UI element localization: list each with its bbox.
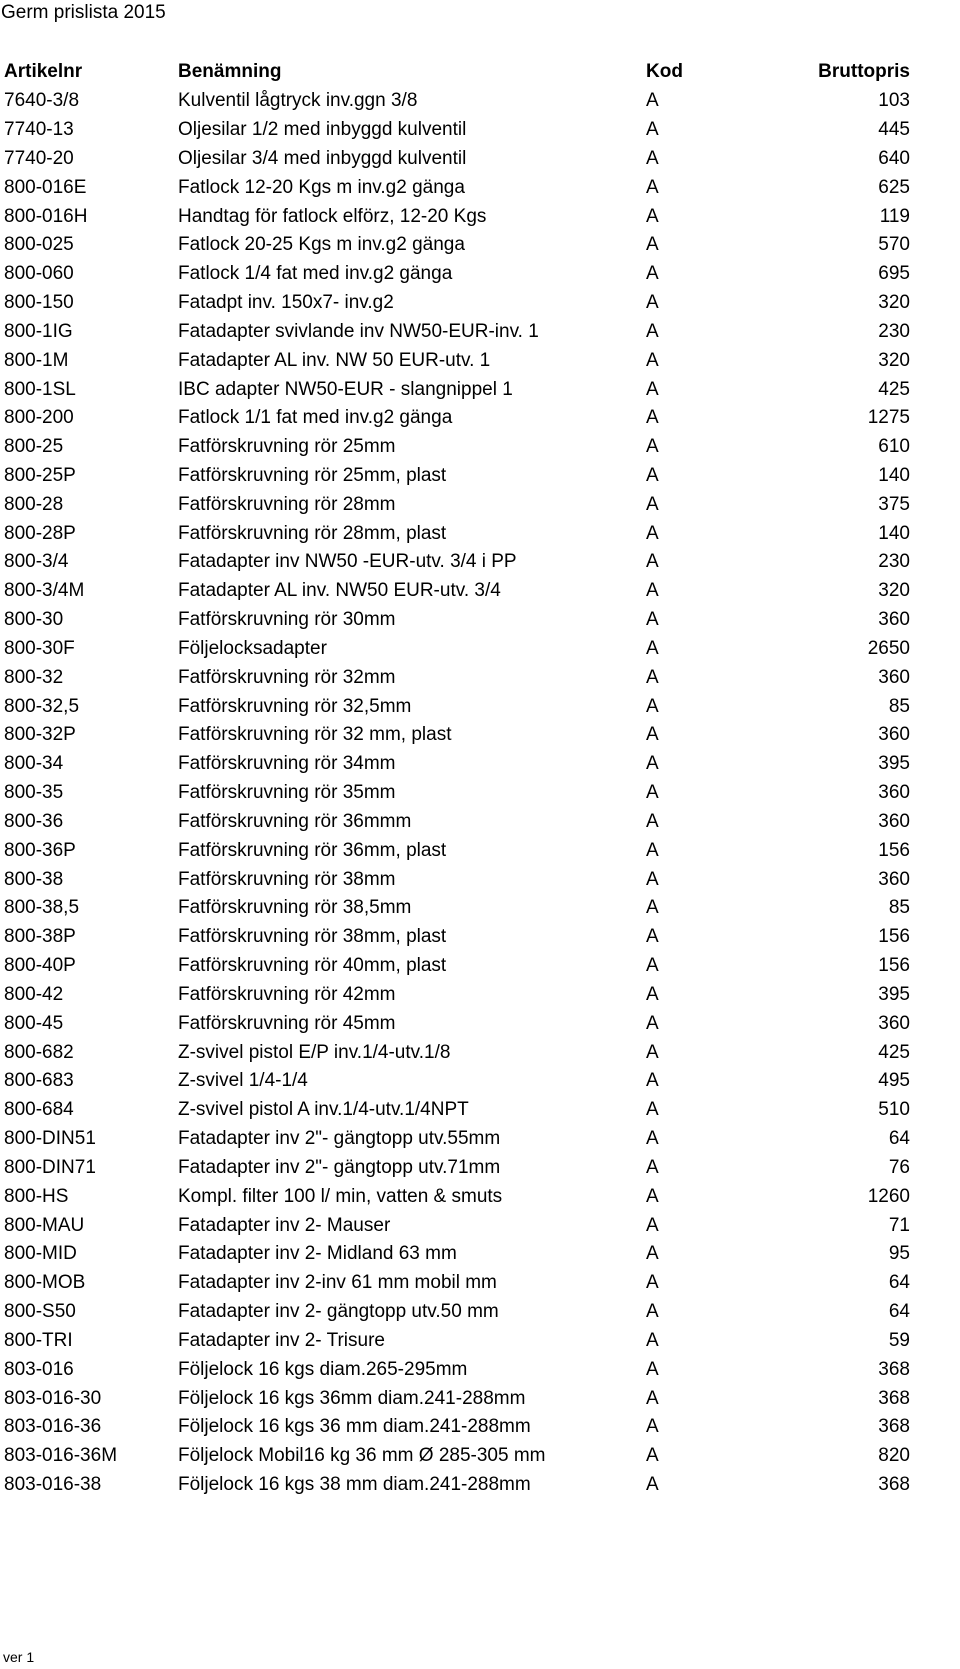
cell-kod: A — [646, 1358, 659, 1380]
cell-artikelnr: 800-25 — [4, 436, 64, 458]
cell-kod: A — [646, 1445, 659, 1467]
cell-bruttopris: 64 — [888, 1272, 910, 1294]
table-row — [0, 981, 910, 1010]
cell-bruttopris: 95 — [888, 1243, 910, 1265]
cell-benamning: Kulventil lågtryck inv.ggn 3/8 — [178, 90, 418, 112]
table-row — [0, 1442, 910, 1471]
cell-bruttopris: 156 — [878, 955, 910, 977]
cell-bruttopris: 156 — [878, 839, 910, 861]
cell-benamning: Följelock 16 kgs diam.265-295mm — [178, 1358, 468, 1380]
table-body — [0, 87, 910, 1500]
cell-benamning: Oljesilar 3/4 med inbyggd kulventil — [178, 147, 467, 169]
table-row — [0, 462, 910, 491]
cell-kod: A — [646, 147, 659, 169]
cell-kod: A — [646, 119, 659, 141]
cell-artikelnr: 800-DIN71 — [4, 1156, 96, 1178]
cell-bruttopris: 85 — [888, 695, 910, 717]
table-row — [0, 317, 910, 346]
cell-bruttopris: 59 — [888, 1329, 910, 1351]
cell-artikelnr: 800-684 — [4, 1099, 74, 1121]
cell-kod: A — [646, 234, 659, 256]
cell-artikelnr: 800-DIN51 — [4, 1128, 96, 1150]
cell-benamning: Fatförskruvning rör 38mm — [178, 868, 396, 890]
cell-bruttopris: 103 — [878, 90, 910, 112]
cell-kod: A — [646, 1387, 659, 1409]
cell-kod: A — [646, 349, 659, 371]
cell-artikelnr: 800-38,5 — [4, 897, 80, 919]
cell-artikelnr: 800-35 — [4, 782, 64, 804]
cell-bruttopris: 510 — [878, 1099, 910, 1121]
cell-benamning: Fatadapter AL inv. NW50 EUR-utv. 3/4 — [178, 580, 501, 602]
cell-bruttopris: 119 — [879, 205, 910, 227]
cell-benamning: Fatförskruvning rör 36mmm — [178, 810, 412, 832]
cell-artikelnr: 800-HS — [4, 1185, 69, 1207]
cell-bruttopris: 230 — [878, 320, 910, 342]
cell-artikelnr: 800-200 — [4, 407, 74, 429]
cell-artikelnr: 803-016-36 — [4, 1416, 102, 1438]
version-label: ver 1 — [3, 1649, 35, 1665]
cell-kod: A — [646, 637, 659, 659]
document-title: Germ prislista 2015 — [1, 2, 166, 23]
cell-kod: A — [646, 176, 659, 198]
cell-bruttopris: 156 — [878, 926, 910, 948]
table-row — [0, 692, 910, 721]
table-row — [0, 519, 910, 548]
cell-bruttopris: 395 — [878, 983, 910, 1005]
cell-bruttopris: 625 — [878, 176, 910, 198]
cell-artikelnr: 7640-3/8 — [4, 90, 80, 112]
cell-bruttopris: 368 — [878, 1358, 910, 1380]
cell-benamning: Handtag för fatlock elförz, 12-20 Kgs — [178, 205, 487, 227]
cell-bruttopris: 360 — [878, 810, 910, 832]
cell-bruttopris: 1275 — [867, 407, 910, 429]
table-row — [0, 87, 910, 116]
cell-artikelnr: 803-016-36M — [4, 1445, 118, 1467]
header-row — [0, 58, 910, 87]
cell-bruttopris: 570 — [878, 234, 910, 256]
cell-bruttopris: 230 — [878, 551, 910, 573]
cell-bruttopris: 360 — [878, 782, 910, 804]
cell-kod: A — [646, 90, 659, 112]
table-row — [0, 894, 910, 923]
table-row — [0, 1326, 910, 1355]
cell-benamning: Fatförskruvning rör 34mm — [178, 753, 396, 775]
cell-bruttopris: 820 — [878, 1445, 910, 1467]
cell-artikelnr: 800-36P — [4, 839, 76, 861]
cell-kod: A — [646, 926, 659, 948]
cell-bruttopris: 640 — [878, 147, 910, 169]
table-row — [0, 144, 910, 173]
cell-artikelnr: 800-3/4M — [4, 580, 85, 602]
cell-benamning: Följelock 16 kgs 36mm diam.241-288mm — [178, 1387, 526, 1409]
cell-bruttopris: 368 — [878, 1416, 910, 1438]
cell-benamning: Fatadapter inv NW50 -EUR-utv. 3/4 i PP — [178, 551, 517, 573]
cell-bruttopris: 368 — [878, 1473, 910, 1495]
cell-artikelnr: 800-3/4 — [4, 551, 69, 573]
cell-kod: A — [646, 580, 659, 602]
cell-benamning: Fatförskruvning rör 28mm, plast — [178, 522, 447, 544]
cell-kod: A — [646, 465, 659, 486]
table-row — [0, 1153, 910, 1182]
cell-bruttopris: 375 — [878, 493, 910, 515]
table-row — [0, 779, 910, 808]
cell-kod: A — [646, 1416, 659, 1438]
cell-bruttopris: 495 — [878, 1070, 910, 1092]
cell-artikelnr: 800-S50 — [4, 1301, 76, 1323]
cell-kod: A — [646, 1012, 659, 1034]
table-row — [0, 231, 910, 260]
cell-kod: A — [646, 493, 659, 515]
table-row — [0, 606, 910, 635]
cell-artikelnr: 800-1M — [4, 349, 69, 371]
cell-kod: A — [646, 810, 659, 832]
cell-benamning: Fatförskruvning rör 25mm — [178, 436, 396, 458]
table-row — [0, 375, 910, 404]
cell-bruttopris: 360 — [878, 868, 910, 890]
cell-benamning: Fatförskruvning rör 32mm — [178, 666, 396, 688]
table-row — [0, 346, 910, 375]
table-row — [0, 1384, 910, 1413]
cell-benamning: Z-svivel 1/4-1/4 — [178, 1070, 308, 1092]
cell-bruttopris: 360 — [878, 724, 910, 746]
cell-benamning: Fatadapter svivlande inv NW50-EUR-inv. 1 — [178, 320, 539, 342]
cell-bruttopris: 64 — [888, 1301, 910, 1323]
cell-benamning: Fatlock 12-20 Kgs m inv.g2 gänga — [178, 176, 465, 198]
cell-kod: A — [646, 782, 659, 804]
cell-benamning: Fatadapter inv 2"- gängtopp utv.55mm — [178, 1128, 501, 1150]
cell-benamning: IBC adapter NW50-EUR - slangnippel 1 — [178, 378, 513, 400]
cell-kod: A — [646, 292, 659, 314]
cell-kod: A — [646, 1070, 659, 1092]
cell-bruttopris: 360 — [878, 1012, 910, 1034]
cell-artikelnr: 803-016-38 — [4, 1473, 102, 1495]
cell-artikelnr: 800-MAU — [4, 1214, 85, 1236]
table-row — [0, 663, 910, 692]
cell-bruttopris: 64 — [888, 1128, 910, 1150]
cell-benamning: Fatförskruvning rör 45mm — [178, 1012, 396, 1034]
cell-bruttopris: 1260 — [867, 1185, 910, 1207]
cell-kod: A — [646, 263, 659, 285]
table-row — [0, 173, 910, 202]
table-row — [0, 433, 910, 462]
table-row — [0, 1038, 910, 1067]
table-row — [0, 1096, 910, 1125]
cell-artikelnr: 800-025 — [4, 234, 74, 256]
cell-kod: A — [646, 983, 659, 1005]
table-row — [0, 116, 910, 145]
cell-artikelnr: 800-683 — [4, 1070, 74, 1092]
cell-bruttopris: 320 — [878, 580, 910, 602]
table-row — [0, 952, 910, 981]
price-table — [0, 58, 910, 1499]
cell-kod: A — [646, 1214, 659, 1236]
cell-benamning: Z-svivel pistol A inv.1/4-utv.1/4NPT — [178, 1099, 469, 1121]
cell-artikelnr: 800-36 — [4, 810, 64, 832]
cell-benamning: Fatförskruvning rör 40mm, plast — [178, 955, 447, 977]
cell-bruttopris: 425 — [878, 1041, 910, 1063]
table-row — [0, 750, 910, 779]
table-row — [0, 1009, 910, 1038]
cell-artikelnr: 800-150 — [4, 292, 74, 314]
column-header-benamning: Benämning — [178, 61, 282, 83]
cell-artikelnr: 800-34 — [4, 753, 64, 775]
cell-artikelnr: 800-016H — [4, 205, 88, 227]
cell-benamning: Fatadapter inv 2-inv 61 mm mobil mm — [178, 1272, 497, 1294]
cell-artikelnr: 800-45 — [4, 1012, 64, 1034]
cell-artikelnr: 7740-20 — [4, 147, 74, 169]
cell-kod: A — [646, 724, 659, 746]
cell-bruttopris: 610 — [878, 436, 910, 458]
cell-benamning: Fatförskruvning rör 25mm, plast — [178, 465, 447, 486]
cell-benamning: Fatförskruvning rör 30mm — [178, 609, 396, 631]
cell-benamning: Följelock 16 kgs 36 mm diam.241-288mm — [178, 1416, 531, 1438]
cell-benamning: Kompl. filter 100 l/ min, vatten & smuts — [178, 1185, 503, 1207]
cell-kod: A — [646, 378, 659, 400]
cell-benamning: Oljesilar 1/2 med inbyggd kulventil — [178, 119, 467, 141]
cell-benamning: Fatförskruvning rör 35mm — [178, 782, 396, 804]
cell-benamning: Fatförskruvning rör 28mm — [178, 493, 396, 515]
table-row — [0, 808, 910, 837]
cell-kod: A — [646, 839, 659, 861]
cell-kod: A — [646, 1156, 659, 1178]
cell-benamning: Fatförskruvning rör 32 mm, plast — [178, 724, 452, 746]
cell-benamning: Fatförskruvning rör 38mm, plast — [178, 926, 447, 948]
table-row — [0, 1182, 910, 1211]
cell-benamning: Fatförskruvning rör 38,5mm — [178, 897, 412, 919]
cell-kod: A — [646, 320, 659, 342]
cell-benamning: Fatadapter inv 2- Midland 63 mm — [178, 1243, 457, 1265]
table-row — [0, 1355, 910, 1384]
cell-kod: A — [646, 753, 659, 775]
cell-bruttopris: 395 — [878, 753, 910, 775]
cell-kod: A — [646, 1099, 659, 1121]
column-header-bruttopris: Bruttopris — [818, 61, 910, 83]
cell-bruttopris: 85 — [888, 897, 910, 919]
cell-artikelnr: 800-38 — [4, 868, 64, 890]
cell-artikelnr: 7740-13 — [4, 119, 74, 141]
table-row — [0, 1240, 910, 1269]
cell-benamning: Fatadapter inv 2- Trisure — [178, 1329, 385, 1351]
cell-benamning: Z-svivel pistol E/P inv.1/4-utv.1/8 — [178, 1041, 451, 1063]
cell-kod: A — [646, 1128, 659, 1150]
cell-kod: A — [646, 1185, 659, 1207]
cell-benamning: Fatlock 1/1 fat med inv.g2 gänga — [178, 407, 453, 429]
table-row — [0, 836, 910, 865]
cell-artikelnr: 800-32P — [4, 724, 76, 746]
cell-artikelnr: 800-38P — [4, 926, 76, 948]
cell-artikelnr: 800-1SL — [4, 378, 76, 400]
table-header — [0, 58, 910, 87]
cell-bruttopris: 140 — [878, 465, 910, 486]
table-row — [0, 260, 910, 289]
cell-benamning: Följelock 16 kgs 38 mm diam.241-288mm — [178, 1473, 531, 1495]
table-row — [0, 1125, 910, 1154]
table-row — [0, 865, 910, 894]
cell-kod: A — [646, 551, 659, 573]
cell-kod: A — [646, 1041, 659, 1063]
table-row — [0, 1211, 910, 1240]
table-row — [0, 1298, 910, 1327]
column-header-artikelnr: Artikelnr — [4, 61, 83, 83]
cell-kod: A — [646, 666, 659, 688]
cell-artikelnr: 800-42 — [4, 983, 64, 1005]
cell-benamning: Fatlock 20-25 Kgs m inv.g2 gänga — [178, 234, 465, 256]
table-row — [0, 635, 910, 664]
table-row — [0, 721, 910, 750]
table-row — [0, 404, 910, 433]
cell-kod: A — [646, 695, 659, 717]
cell-bruttopris: 695 — [878, 263, 910, 285]
cell-benamning: Följelocksadapter — [178, 637, 327, 659]
table-row — [0, 202, 910, 231]
table-row — [0, 577, 910, 606]
cell-bruttopris: 320 — [878, 292, 910, 314]
cell-artikelnr: 800-28 — [4, 493, 64, 515]
cell-kod: A — [646, 1301, 659, 1323]
cell-kod: A — [646, 436, 659, 458]
cell-artikelnr: 800-25P — [4, 465, 76, 486]
cell-kod: A — [646, 1272, 659, 1294]
cell-benamning: Fatadpt inv. 150x7- inv.g2 — [178, 292, 394, 314]
cell-artikelnr: 800-TRI — [4, 1329, 73, 1351]
cell-bruttopris: 368 — [878, 1387, 910, 1409]
cell-artikelnr: 800-32,5 — [4, 695, 80, 717]
cell-artikelnr: 800-28P — [4, 522, 76, 544]
cell-benamning: Fatadapter inv 2- gängtopp utv.50 mm — [178, 1301, 499, 1323]
cell-bruttopris: 76 — [888, 1156, 910, 1178]
table-row — [0, 1413, 910, 1442]
cell-artikelnr: 800-1IG — [4, 320, 73, 342]
cell-bruttopris: 360 — [878, 609, 910, 631]
cell-artikelnr: 800-40P — [4, 955, 76, 977]
table-row — [0, 1471, 910, 1500]
cell-artikelnr: 800-016E — [4, 176, 87, 198]
cell-kod: A — [646, 407, 659, 429]
cell-artikelnr: 800-30F — [4, 637, 75, 659]
table-row — [0, 1067, 910, 1096]
cell-artikelnr: 803-016 — [4, 1358, 74, 1380]
cell-artikelnr: 803-016-30 — [4, 1387, 102, 1409]
cell-kod: A — [646, 955, 659, 977]
cell-kod: A — [646, 1329, 659, 1351]
cell-benamning: Fatförskruvning rör 42mm — [178, 983, 396, 1005]
cell-bruttopris: 425 — [878, 378, 910, 400]
cell-kod: A — [646, 897, 659, 919]
cell-bruttopris: 2650 — [867, 637, 910, 659]
cell-kod: A — [646, 1243, 659, 1265]
cell-benamning: Fatförskruvning rör 32,5mm — [178, 695, 412, 717]
cell-kod: A — [646, 205, 659, 227]
column-header-kod: Kod — [646, 61, 683, 83]
cell-benamning: Följelock Mobil16 kg 36 mm Ø 285-305 mm — [178, 1445, 546, 1467]
table-row — [0, 1269, 910, 1298]
cell-bruttopris: 360 — [878, 666, 910, 688]
cell-benamning: Fatadapter inv 2- Mauser — [178, 1214, 391, 1236]
table-row — [0, 923, 910, 952]
cell-artikelnr: 800-060 — [4, 263, 74, 285]
cell-artikelnr: 800-MOB — [4, 1272, 86, 1294]
cell-kod: A — [646, 609, 659, 631]
cell-artikelnr: 800-32 — [4, 666, 64, 688]
table-row — [0, 490, 910, 519]
table-row — [0, 289, 910, 318]
cell-benamning: Fatförskruvning rör 36mm, plast — [178, 839, 447, 861]
cell-bruttopris: 140 — [878, 522, 910, 544]
cell-kod: A — [646, 1473, 659, 1495]
cell-benamning: Fatlock 1/4 fat med inv.g2 gänga — [178, 263, 453, 285]
cell-bruttopris: 445 — [878, 119, 910, 141]
cell-bruttopris: 320 — [878, 349, 910, 371]
cell-artikelnr: 800-30 — [4, 609, 64, 631]
table-row — [0, 548, 910, 577]
cell-artikelnr: 800-682 — [4, 1041, 74, 1063]
cell-bruttopris: 71 — [888, 1214, 910, 1236]
cell-kod: A — [646, 522, 659, 544]
cell-benamning: Fatadapter inv 2"- gängtopp utv.71mm — [178, 1156, 501, 1178]
cell-kod: A — [646, 868, 659, 890]
cell-benamning: Fatadapter AL inv. NW 50 EUR-utv. 1 — [178, 349, 491, 371]
cell-artikelnr: 800-MID — [4, 1243, 77, 1265]
